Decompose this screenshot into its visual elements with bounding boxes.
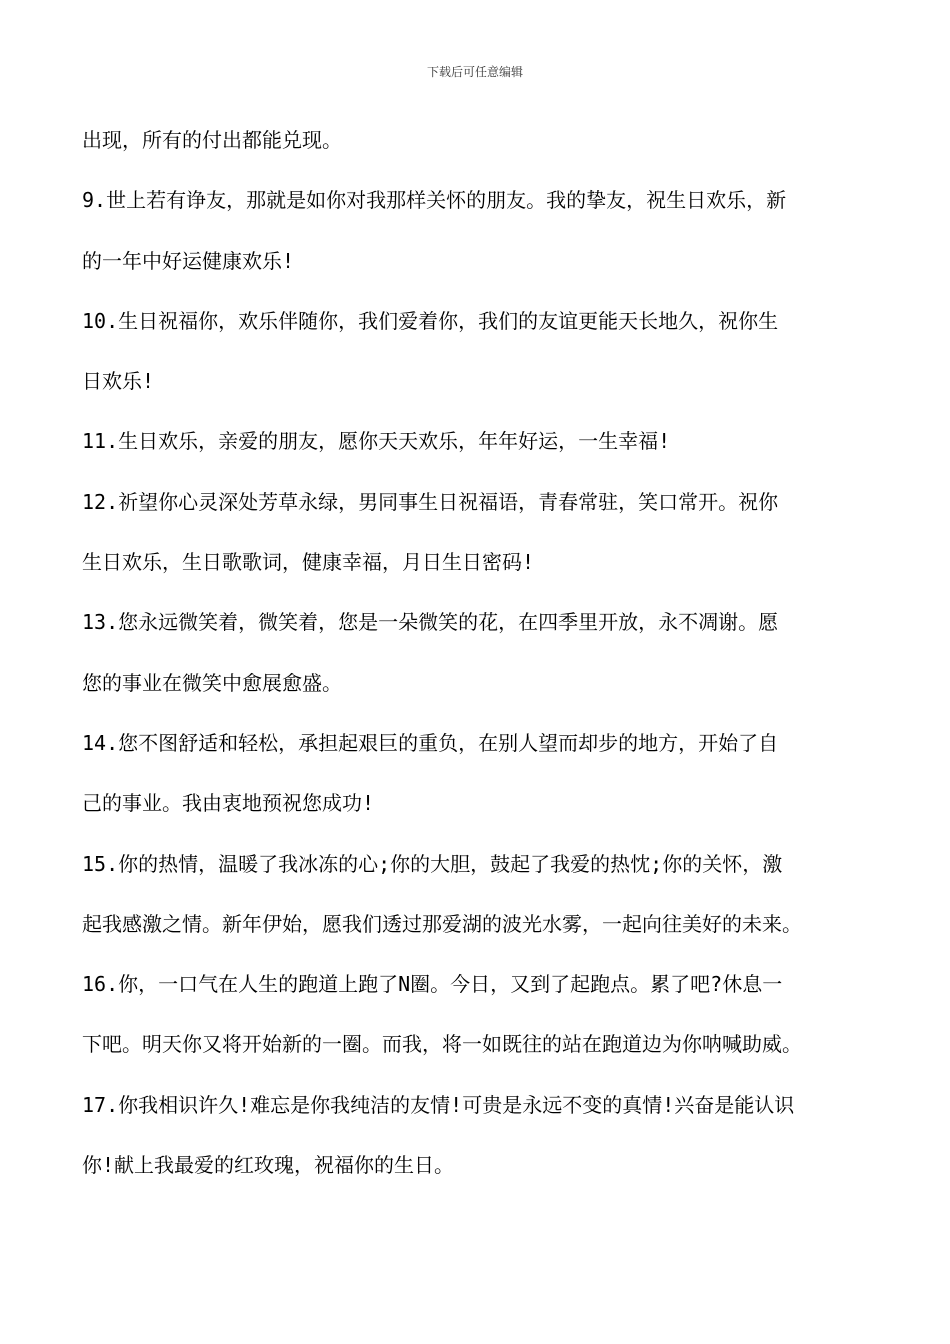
text-line: 的一年中好运健康欢乐! bbox=[82, 248, 295, 273]
text-line: 您的事业在微笑中愈展愈盛。 bbox=[82, 670, 342, 695]
text-line: 下吧。明天你又将开始新的一圈。而我，将一如既往的站在跑道边为你呐喊助威。 bbox=[82, 1032, 802, 1057]
text-line: 12.祈望你心灵深处芳草永绿，男同事生日祝福语，青春常驻，笑口常开。祝你 bbox=[82, 489, 779, 514]
text-line: 10.生日祝福你，欢乐伴随你，我们爱着你，我们的友谊更能天长地久，祝你生 bbox=[82, 308, 779, 333]
text-line: 日欢乐! bbox=[82, 369, 155, 394]
text-line: 9.世上若有诤友，那就是如你对我那样关怀的朋友。我的挚友，祝生日欢乐，新 bbox=[82, 188, 787, 213]
text-line: 16.你，一口气在人生的跑道上跑了N圈。今日，又到了起跑点。累了吧?休息一 bbox=[82, 972, 783, 997]
text-line: 17.你我相识许久!难忘是你我纯洁的友情!可贵是永远不变的真情!兴奋是能认识 bbox=[82, 1092, 795, 1117]
text-line: 15.你的热情，温暖了我冰冻的心;你的大胆，鼓起了我爱的热忱;你的关怀，激 bbox=[82, 851, 783, 876]
text-line: 11.生日欢乐，亲爱的朋友，愿你天天欢乐，年年好运，一生幸福! bbox=[82, 429, 671, 454]
text-line: 13.您永远微笑着，微笑着，您是一朵微笑的花，在四季里开放，永不凋谢。愿 bbox=[82, 610, 779, 635]
text-line: 生日欢乐，生日歌歌词，健康幸福，月日生日密码! bbox=[82, 550, 535, 575]
document-body bbox=[82, 110, 882, 1195]
text-line: 14.您不图舒适和轻松，承担起艰巨的重负，在别人望而却步的地方，开始了自 bbox=[82, 730, 779, 755]
text-line: 起我感激之情。新年伊始，愿我们透过那爱湖的波光水雾，一起向往美好的未来。 bbox=[82, 911, 802, 936]
page-header: 下载后可任意编辑 bbox=[426, 65, 523, 79]
text-line: 出现，所有的付出都能兑现。 bbox=[82, 128, 342, 152]
text-line: 己的事业。我由衷地预祝您成功! bbox=[82, 791, 375, 816]
text-line: 你!献上我最爱的红玫瑰，祝福你的生日。 bbox=[82, 1153, 455, 1178]
